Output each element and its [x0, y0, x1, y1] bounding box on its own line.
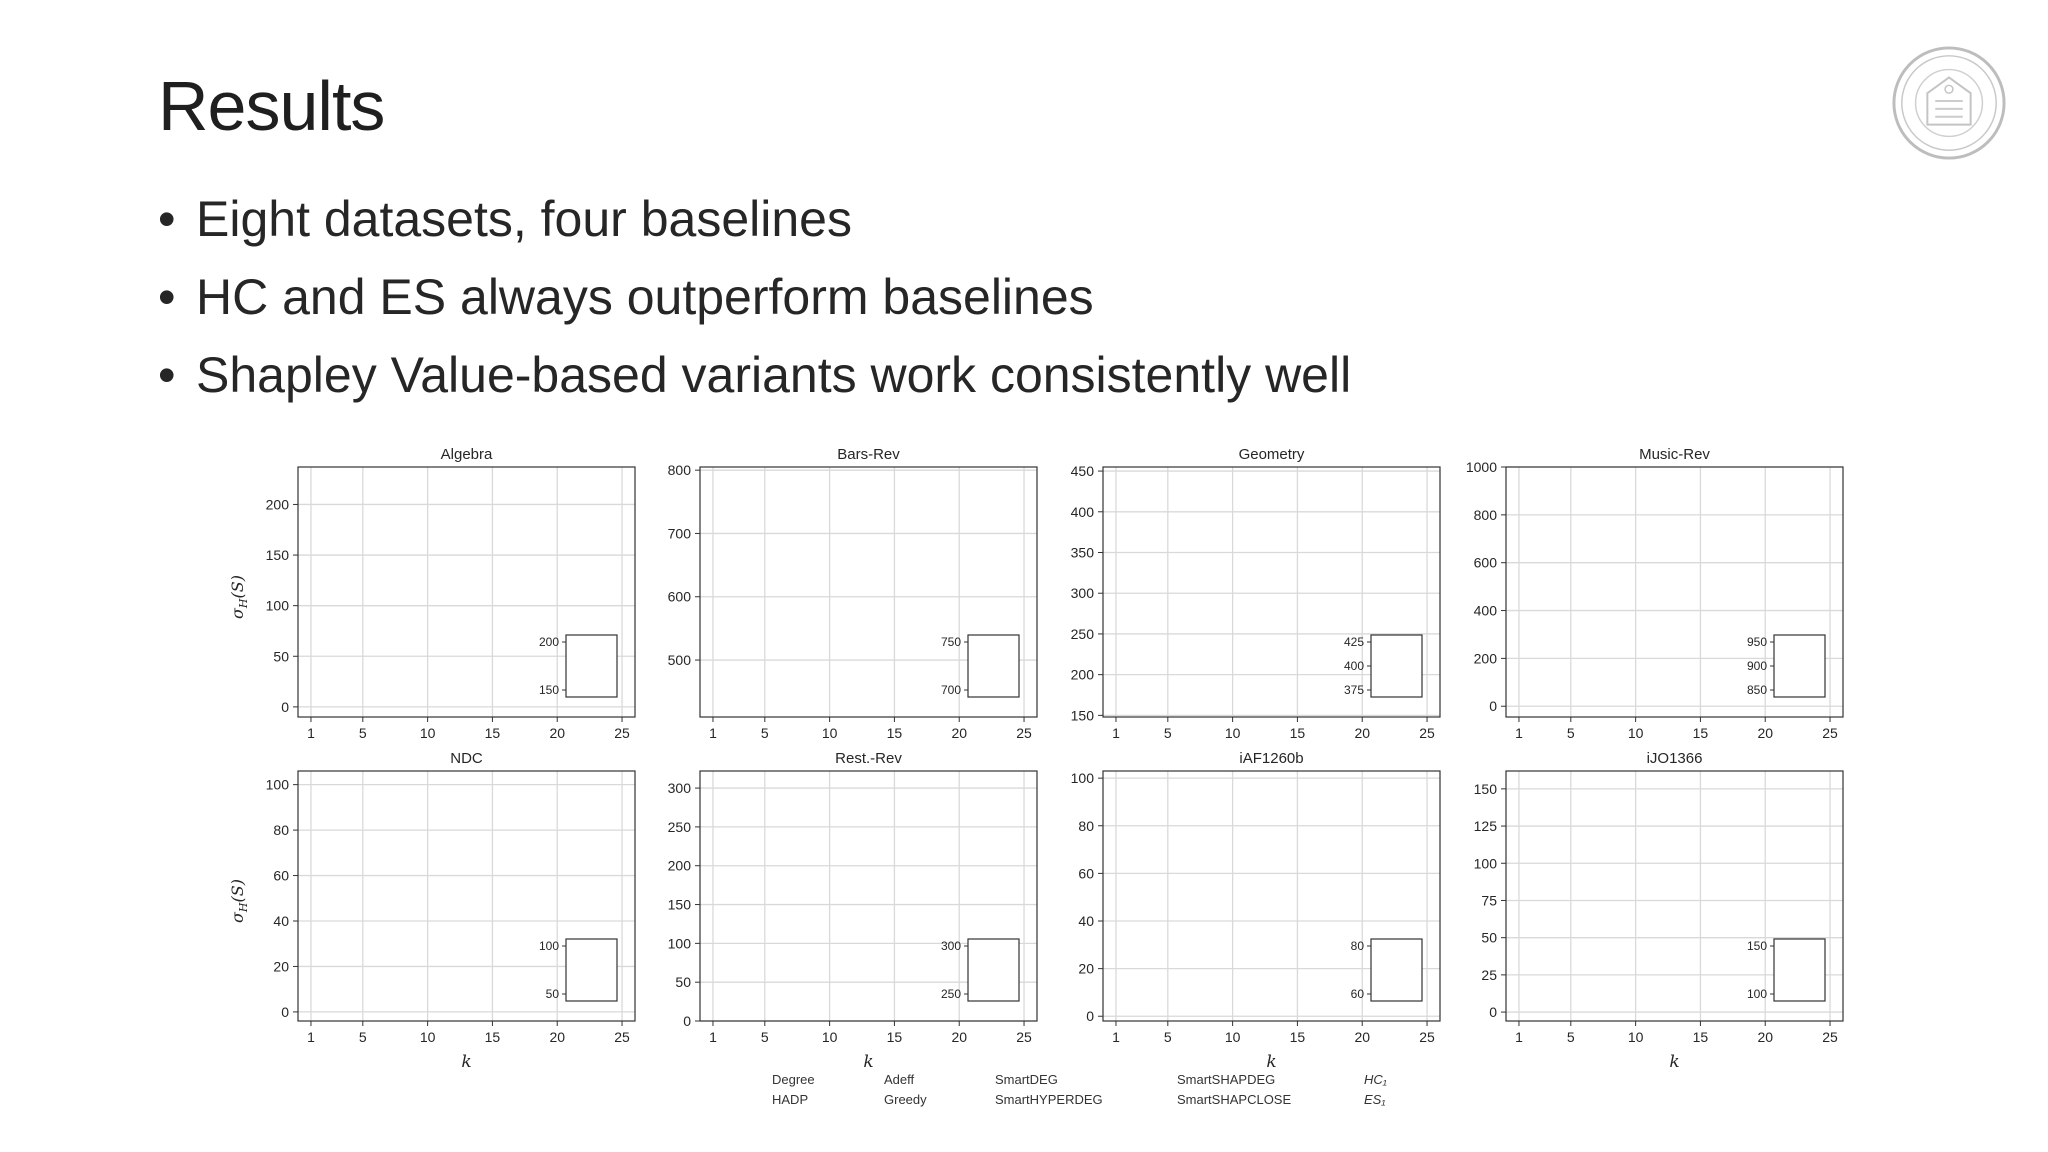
legend-item-smarthyperdeg: SmartHYPERDEG: [995, 1092, 1103, 1107]
y-tick-label: 60: [1078, 865, 1094, 882]
y-tick-label: 50: [1481, 929, 1497, 946]
y-tick-label: 1000: [1465, 459, 1497, 475]
y-tick-label: 60: [273, 867, 289, 884]
inset-y-tick-label: 900: [1746, 659, 1767, 673]
inset-y-tick-label: 150: [538, 683, 559, 697]
y-tick-label: 80: [1078, 817, 1094, 834]
bullet-dot: •: [158, 347, 176, 403]
y-tick-label: 150: [667, 896, 691, 913]
subplot-music-rev: [1466, 446, 1843, 741]
inset-frame: [968, 635, 1019, 697]
subplot-title: iAF1260b: [1239, 750, 1304, 767]
y-tick-label: 300: [1070, 585, 1094, 602]
x-tick-label: 20: [549, 725, 566, 741]
x-tick-label: 1: [1515, 1029, 1523, 1045]
y-tick-label: 150: [1473, 780, 1497, 797]
y-tick-label: 0: [281, 1003, 289, 1020]
inset-y-tick-label: 300: [940, 939, 961, 953]
subplot-title: Bars-Rev: [837, 446, 900, 463]
x-tick-label: 1: [709, 725, 717, 741]
y-axis-label: $\sigma_H(S)$: [228, 575, 250, 619]
x-tick-label: 1: [709, 1029, 717, 1045]
y-tick-label: 40: [273, 913, 289, 929]
bullet-dot: •: [158, 269, 176, 325]
y-tick-label: 25: [1481, 966, 1497, 983]
x-tick-label: 5: [1566, 725, 1575, 741]
y-tick-label: 450: [1070, 463, 1094, 480]
x-tick-label: 20: [1354, 725, 1371, 741]
legend-item-hc1: HC₁: [1364, 1072, 1387, 1087]
x-tick-label: 15: [1692, 725, 1709, 741]
bullet-dot: •: [158, 191, 176, 247]
x-tick-label: 20: [951, 1029, 968, 1045]
y-tick-label: 200: [1070, 666, 1094, 683]
inset-y-tick-label: 60: [1350, 987, 1364, 1001]
x-tick-label: 20: [549, 1029, 566, 1045]
inset-y-tick-label: 375: [1343, 683, 1364, 697]
x-tick-label: 5: [358, 1029, 367, 1045]
y-tick-label: 200: [1473, 650, 1497, 667]
y-tick-label: 100: [265, 776, 289, 793]
x-axis-label: k: [1266, 1052, 1277, 1072]
y-tick-label: 20: [1078, 960, 1094, 977]
x-tick-label: 15: [886, 1029, 903, 1045]
x-tick-label: 25: [1016, 725, 1032, 741]
subplot-ijo1366: [1474, 750, 1843, 1072]
inset-y-tick-label: 425: [1343, 635, 1364, 649]
legend-item-adeff: Adeff: [884, 1072, 915, 1087]
x-tick-label: 25: [1822, 1029, 1838, 1045]
inset-y-tick-label: 850: [1746, 683, 1767, 697]
y-tick-label: 150: [265, 547, 289, 564]
y-tick-label: 200: [265, 496, 289, 513]
x-tick-label: 5: [1566, 1029, 1575, 1045]
inset-frame: [1774, 939, 1825, 1001]
y-tick-label: 250: [1070, 625, 1094, 642]
inset-y-tick-label: 700: [940, 683, 961, 697]
subplot-bars-rev: [668, 446, 1037, 741]
x-tick-label: 25: [614, 1029, 630, 1045]
legend-item-greedy: Greedy: [884, 1092, 927, 1107]
legend-item-smartshapclose: SmartSHAPCLOSE: [1177, 1092, 1292, 1107]
legend-item-smartshapdeg: SmartSHAPDEG: [1177, 1072, 1276, 1087]
legend-item-degree: Degree: [772, 1072, 815, 1087]
y-tick-label: 50: [675, 974, 691, 991]
x-tick-label: 10: [1224, 725, 1241, 741]
subplot-title: Geometry: [1238, 446, 1305, 463]
inset-y-tick-label: 150: [1746, 939, 1767, 953]
subplot-title: Rest.-Rev: [835, 750, 902, 767]
subplot-rest-rev: [668, 750, 1037, 1072]
y-tick-label: 100: [1070, 770, 1094, 787]
y-tick-label: 700: [667, 525, 691, 542]
x-tick-label: 15: [886, 725, 903, 741]
y-tick-label: 200: [667, 857, 691, 874]
x-tick-label: 20: [1757, 1029, 1774, 1045]
x-tick-label: 25: [1016, 1029, 1032, 1045]
y-tick-label: 100: [667, 935, 691, 952]
x-tick-label: 25: [1419, 725, 1435, 741]
x-tick-label: 20: [951, 725, 968, 741]
inset-frame: [566, 635, 617, 697]
subplot-ndc: [228, 750, 635, 1072]
x-tick-label: 25: [1822, 725, 1838, 741]
inset-y-tick-label: 200: [538, 635, 559, 649]
x-axis-label: k: [461, 1052, 472, 1072]
legend-item-es1: ES₁: [1364, 1092, 1386, 1107]
x-tick-label: 15: [1289, 1029, 1306, 1045]
bullet-text: Eight datasets, four baselines: [196, 191, 852, 247]
x-tick-label: 1: [1112, 725, 1120, 741]
subplot-title: Music-Rev: [1639, 446, 1710, 463]
subplot-geometry: [1071, 446, 1440, 741]
subplot-title: iJO1366: [1646, 750, 1703, 767]
subplot-title: Algebra: [440, 446, 493, 463]
inset-y-tick-label: 100: [1746, 987, 1767, 1001]
inset-zoom: [1344, 635, 1422, 697]
y-tick-label: 350: [1070, 544, 1094, 561]
y-tick-label: 250: [667, 818, 691, 835]
x-tick-label: 5: [760, 725, 769, 741]
inset-frame: [1371, 635, 1422, 697]
inset-zoom: [1747, 635, 1825, 697]
x-tick-label: 10: [821, 1029, 838, 1045]
x-tick-label: 1: [307, 1029, 315, 1045]
x-tick-label: 10: [1627, 1029, 1644, 1045]
x-tick-label: 5: [358, 725, 367, 741]
y-tick-label: 100: [1473, 855, 1497, 872]
inset-frame: [566, 939, 617, 1001]
inset-frame: [1371, 939, 1422, 1001]
y-tick-label: 0: [1489, 1004, 1497, 1021]
subplot-algebra: [228, 446, 635, 741]
y-tick-label: 40: [1078, 913, 1094, 929]
inset-y-tick-label: 250: [940, 987, 961, 1001]
x-tick-label: 5: [1163, 725, 1172, 741]
y-tick-label: 80: [273, 822, 289, 839]
inset-frame: [968, 939, 1019, 1001]
subplot-iaf1260b: [1071, 750, 1440, 1072]
y-tick-label: 0: [1489, 698, 1497, 715]
y-tick-label: 0: [281, 698, 289, 715]
y-tick-label: 75: [1481, 892, 1497, 909]
y-tick-label: 500: [667, 652, 691, 669]
y-tick-label: 100: [265, 597, 289, 614]
y-tick-label: 20: [273, 958, 289, 975]
y-tick-label: 50: [273, 648, 289, 665]
y-axis-label: $\sigma_H(S)$: [228, 879, 250, 923]
x-tick-label: 10: [419, 725, 436, 741]
x-tick-label: 1: [1112, 1029, 1120, 1045]
x-tick-label: 10: [821, 725, 838, 741]
subplot-title: NDC: [450, 750, 483, 767]
y-tick-label: 600: [1473, 554, 1497, 571]
bullet-text: HC and ES always outperform baselines: [196, 269, 1094, 325]
y-tick-label: 0: [683, 1013, 691, 1029]
inset-y-tick-label: 50: [545, 987, 559, 1001]
y-tick-label: 0: [1086, 1008, 1094, 1025]
x-tick-label: 25: [614, 725, 630, 741]
x-tick-label: 10: [419, 1029, 436, 1045]
y-tick-label: 400: [1070, 503, 1094, 520]
inset-y-tick-label: 950: [1746, 635, 1767, 649]
y-tick-label: 600: [667, 588, 691, 605]
y-tick-label: 800: [667, 462, 691, 479]
y-tick-label: 150: [1070, 707, 1094, 724]
legend-item-smartdeg: SmartDEG: [995, 1072, 1058, 1087]
x-tick-label: 5: [1163, 1029, 1172, 1045]
inset-frame: [1774, 635, 1825, 697]
x-tick-label: 15: [1692, 1029, 1709, 1045]
x-tick-label: 1: [307, 725, 315, 741]
x-tick-label: 15: [1289, 725, 1306, 741]
x-tick-label: 25: [1419, 1029, 1435, 1045]
y-tick-label: 125: [1473, 818, 1497, 835]
bullet-text: Shapley Value-based variants work consistently well: [196, 347, 1352, 403]
x-tick-label: 20: [1757, 725, 1774, 741]
inset-y-tick-label: 80: [1350, 939, 1364, 953]
y-tick-label: 800: [1473, 506, 1497, 523]
x-tick-label: 10: [1224, 1029, 1241, 1045]
inset-y-tick-label: 400: [1343, 659, 1364, 673]
x-tick-label: 10: [1627, 725, 1644, 741]
x-tick-label: 1: [1515, 725, 1523, 741]
inset-y-tick-label: 750: [940, 635, 961, 649]
x-axis-label: k: [1669, 1052, 1680, 1072]
y-tick-label: 300: [667, 780, 691, 797]
inset-y-tick-label: 100: [538, 939, 559, 953]
x-axis-label: k: [863, 1052, 874, 1072]
slide-title: Results: [158, 67, 385, 145]
x-tick-label: 15: [484, 725, 501, 741]
x-tick-label: 5: [760, 1029, 769, 1045]
x-tick-label: 15: [484, 1029, 501, 1045]
legend-item-hadp: HADP: [772, 1092, 809, 1107]
x-tick-label: 20: [1354, 1029, 1371, 1045]
y-tick-label: 400: [1473, 602, 1497, 619]
